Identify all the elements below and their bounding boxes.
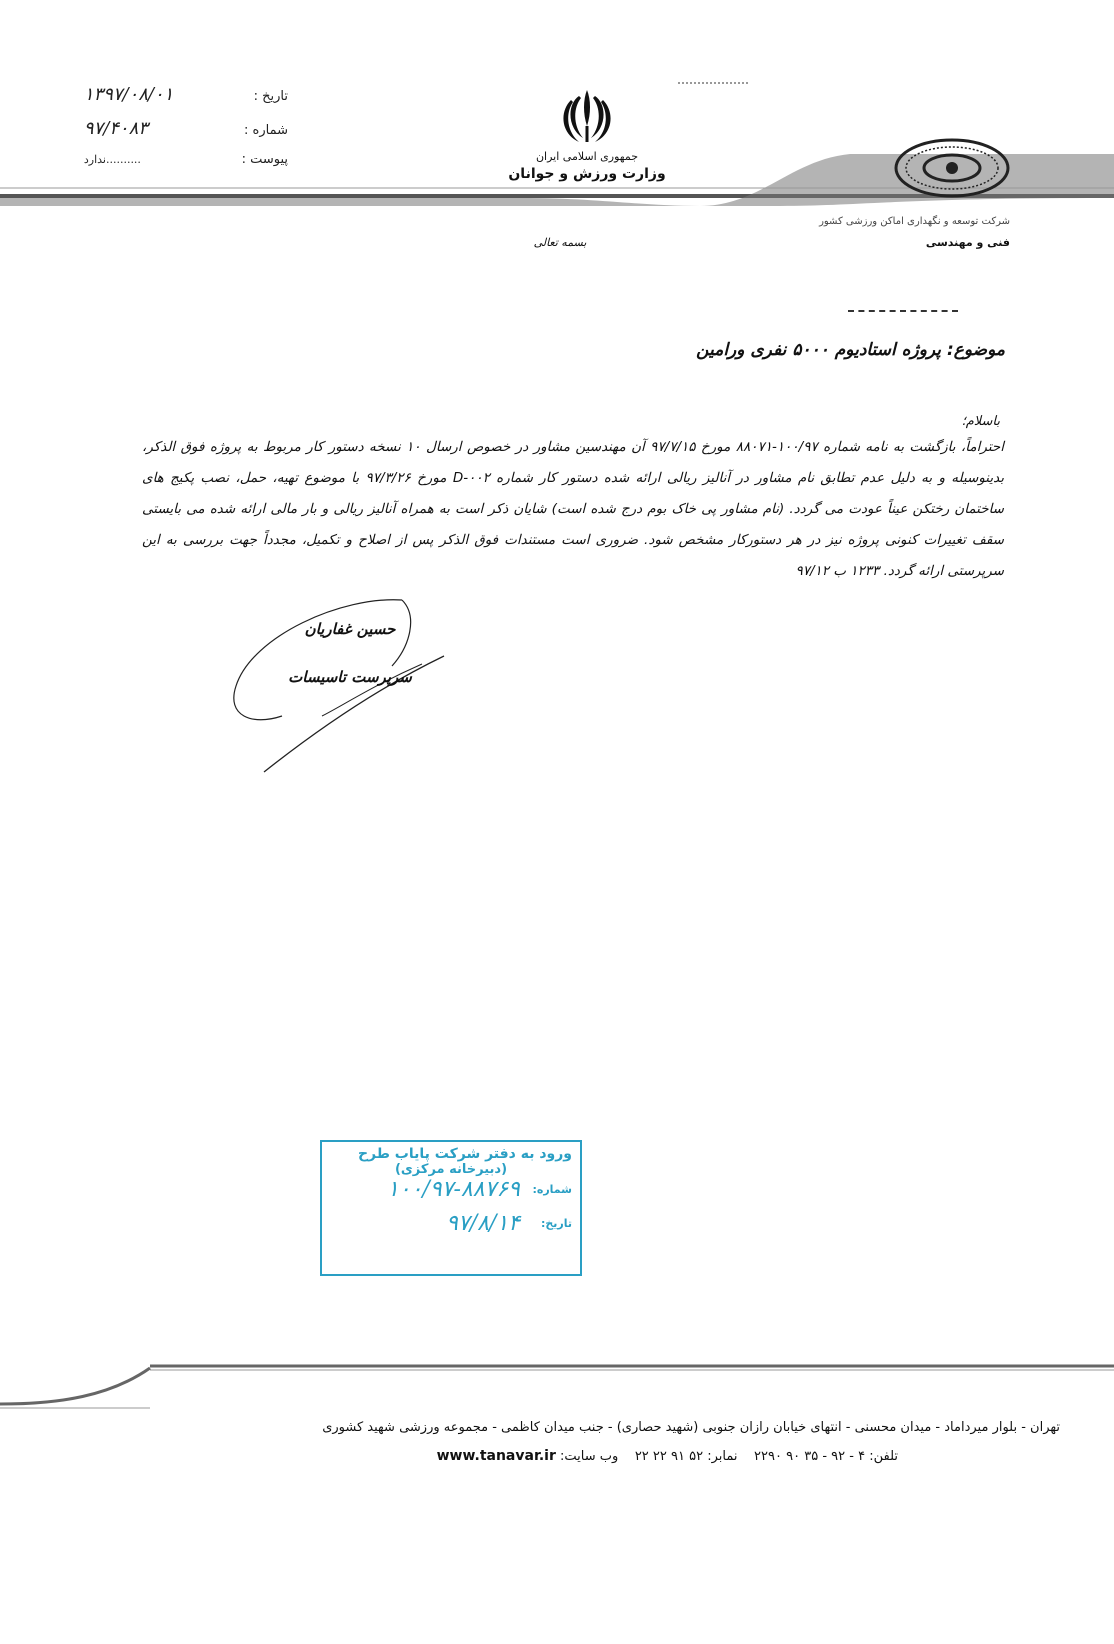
letter-body: احتراماً، بازگشت به نامه شماره ۱۰۰/۹۷-۸۸۰۷۱ مورخ ۹۷/۷/۱۵ آن مهندسین مشاور در خصوص ارسال ۱۰ نسخه دستور کار مربوط به پروژه فوق الذکر، بدینوسیله و به دلیل عدم تطابق نام مشاور در آنالیز ریالی ارائه شده دستور کار شماره D-۰۰۲ مورخ ۹۷/۳/۲۶ با موضوع تهیه، حمل، نصب پکیج های ساختمان رختکن عیناً عودت می گردد. (نام مشاور پی خاک بوم درج شده است) شایان ذکر است به همراه آنالیز ریالی و بار مالی ارائه شده می بایستی سقف تغییرات کنونی پروژه نیز در هر دستورکار مشخص شود. ضروری است مستندات فوق الذکر پس از اصلاح و تکمیل، مجدداً جهت بررسی به این سرپرستی ارائه گردد. ۱۲۳۳ ب ۹۷/۱۲ <box>142 439 1005 579</box>
received-stamp <box>320 1140 582 1276</box>
letter-subject: موضوع: پروژه استادیوم ۵۰۰۰ نفری ورامین <box>696 340 1005 360</box>
organization-department: فنی و مهندسی <box>925 236 1010 249</box>
stamp-company-line: ورود به دفتر شرکت پایاب طرح <box>357 1146 572 1162</box>
organization-logo-icon <box>892 136 1012 200</box>
number-value: ۹۷/۴۰۸۳ <box>83 118 148 139</box>
attachment-label: پیوست : <box>241 152 288 167</box>
emblem-title-republic: جمهوری اسلامی ایران <box>535 150 639 163</box>
footer-fax: نمابر: ۵۲ ۹۱ ۲۲ ۲۲ <box>634 1449 738 1464</box>
stamp-date-value: ۹۷/۸/۱۴ <box>446 1211 520 1236</box>
stamp-number-value: ۱۰۰/۹۷-۸۸۷۶۹ <box>386 1177 520 1202</box>
stamp-date-label: تاریخ: <box>540 1217 572 1230</box>
date-label: تاریخ : <box>253 89 288 104</box>
stamp-secretariat-line: (دبیرخانه مرکزی) <box>394 1162 508 1177</box>
stamp-number-label: شماره: <box>532 1183 572 1196</box>
footer-contact <box>0 1448 898 1464</box>
emblem-title-ministry: وزارت ورزش و جوانان <box>508 166 666 182</box>
iran-emblem-icon <box>557 86 617 148</box>
footer-website[interactable]: www.tanavar.ir <box>436 1448 556 1464</box>
date-row <box>58 84 288 105</box>
number-label: شماره : <box>244 123 288 138</box>
date-value: ۱۳۹۷/۰۸/۰۱ <box>83 84 174 105</box>
bismillah-text: بسمه تعالی <box>533 236 587 249</box>
number-row <box>58 118 288 139</box>
footer-phone: تلفن: ۴ - ۹۲ - ۳۵ ۹۰ ۲۲۹۰ <box>754 1449 898 1464</box>
signer-title: سرپرست تاسیسات <box>288 668 412 686</box>
salutation: باسلام؛ <box>961 414 1000 429</box>
signer-name: حسین غفاریان <box>304 620 396 638</box>
subject-dashes <box>848 310 958 314</box>
stamp-date-row <box>330 1211 572 1245</box>
footer-website-label: وب سایت: <box>560 1449 619 1464</box>
organization-name: شرکت توسعه و نگهداری اماکن ورزشی کشور <box>819 216 1010 227</box>
footer-band <box>0 1356 1114 1416</box>
stamp-number-row <box>330 1177 572 1211</box>
footer-address: تهران - بلوار میرداماد - میدان محسنی - انتهای خیابان رازان جنوبی (شهید حصاری) - جنب میدان کاظمی - مجموعه ورزشی شهید کشوری <box>322 1420 1060 1435</box>
faint-mark <box>678 82 748 94</box>
attachment-value: ..........ندارد <box>83 153 141 166</box>
